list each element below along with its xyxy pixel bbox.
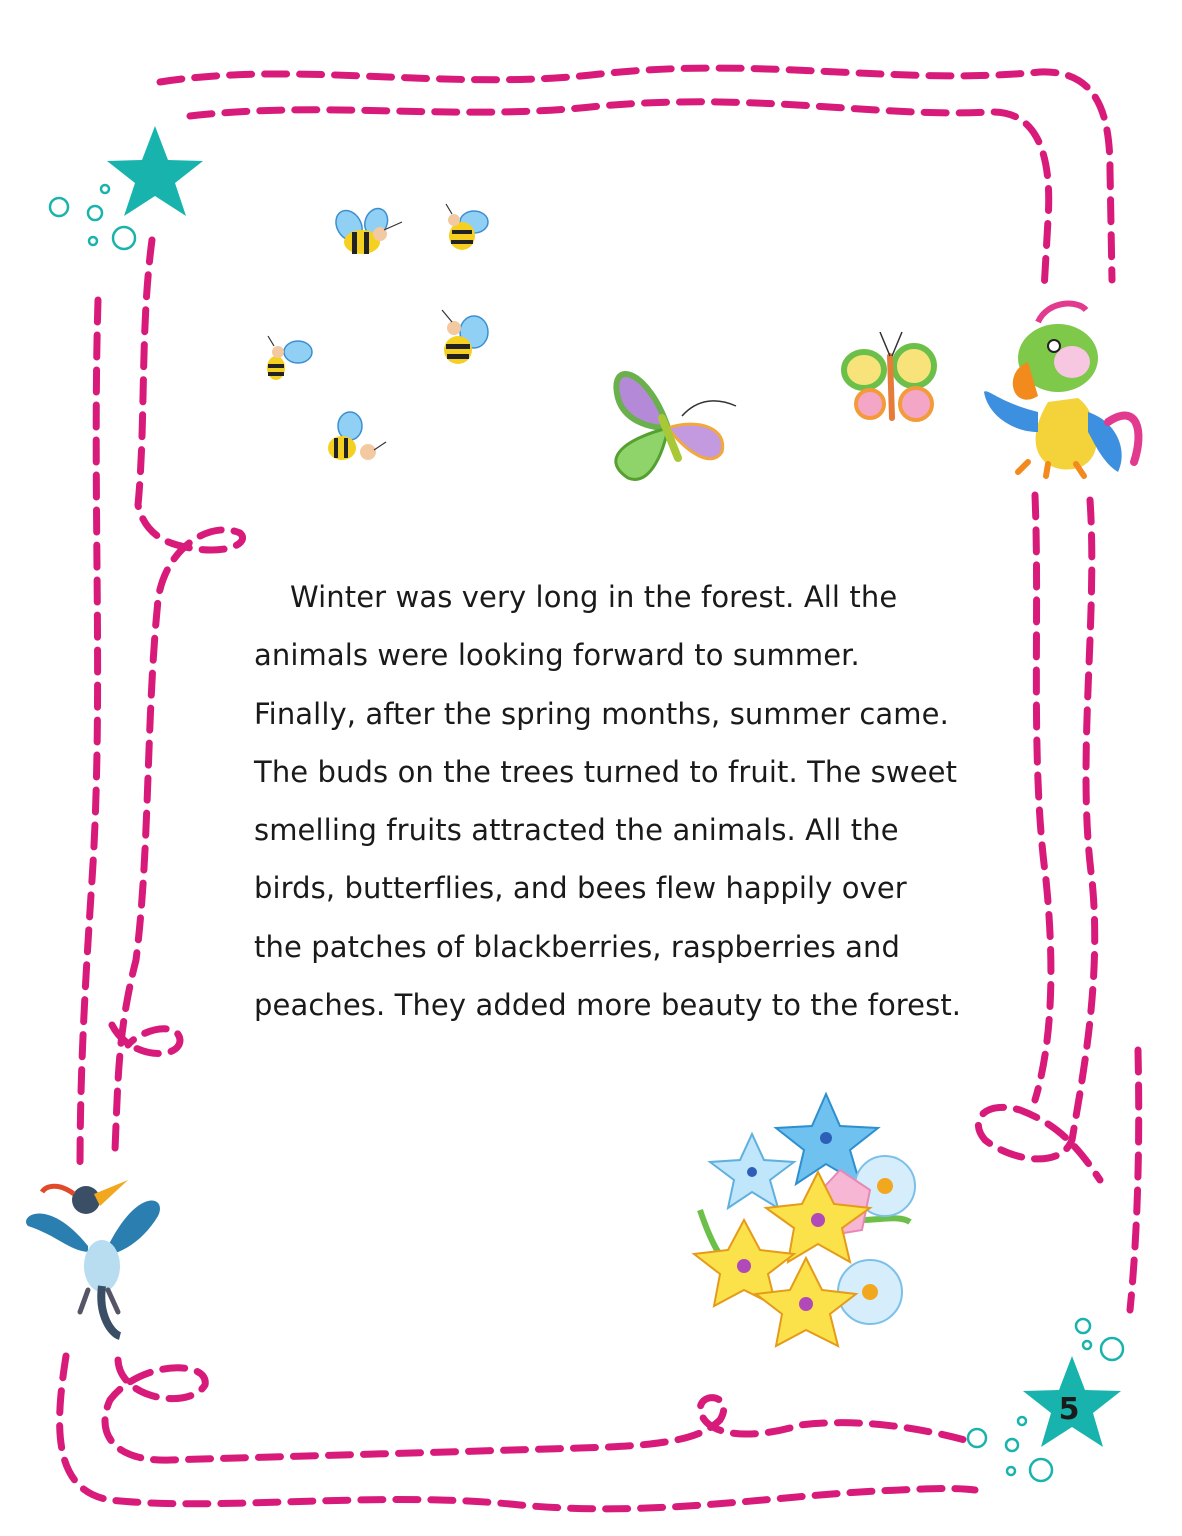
bee-icon: [442, 310, 488, 364]
bubble-icon: [50, 185, 135, 249]
butterfly-icon: [844, 332, 934, 420]
story-line: birds, butterflies, and bees flew happily over: [254, 871, 907, 906]
story-line: smelling fruits attracted the animals. All the: [254, 813, 899, 848]
bee-icon: [446, 204, 488, 250]
story-line: The buds on the trees turned to fruit. The sweet: [254, 754, 958, 789]
flower-bouquet-icon: [694, 1094, 915, 1346]
butterfly-icon: [616, 374, 736, 479]
story-line: the patches of blackberries, raspberries and: [254, 929, 901, 964]
bee-icon: [331, 205, 402, 254]
parrot-icon: [984, 304, 1138, 476]
bird-icon: [26, 1180, 160, 1336]
star-icon: [107, 126, 203, 216]
bee-icon: [328, 412, 386, 460]
story-paragraph: [254, 568, 974, 1034]
page-number: 5: [1058, 1392, 1080, 1427]
story-line: Finally, after the spring months, summer came.: [254, 696, 949, 731]
bee-icon: [267, 336, 312, 380]
story-line: peaches. They added more beauty to the forest.: [254, 988, 962, 1023]
story-line: Winter was very long in the forest. All the: [290, 580, 898, 614]
story-line: animals were looking forward to summer.: [254, 638, 860, 673]
